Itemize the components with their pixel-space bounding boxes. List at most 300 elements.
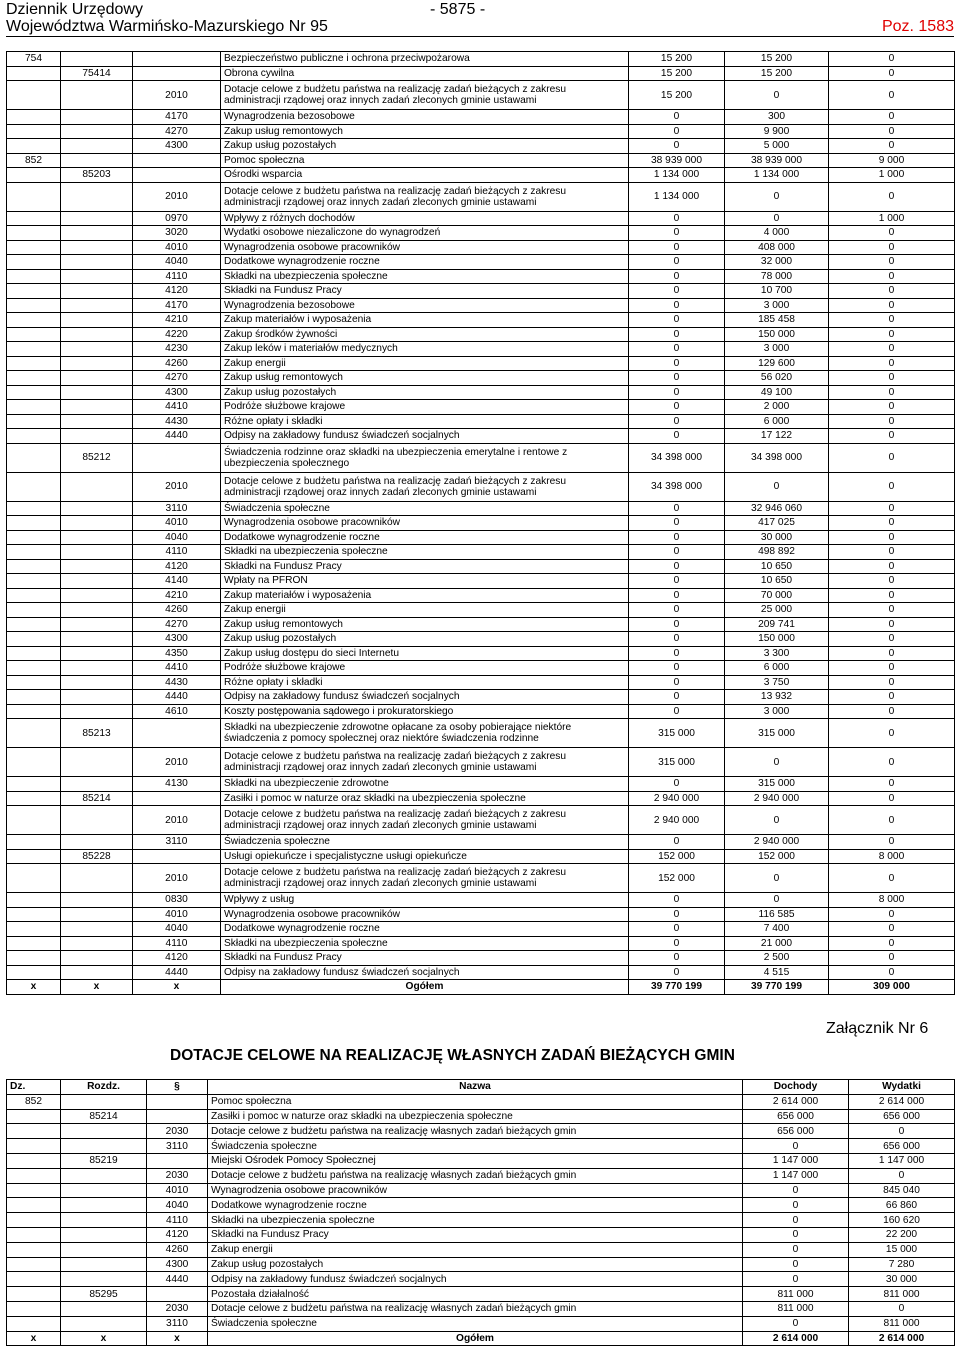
col-c-cell: 0 bbox=[829, 400, 955, 415]
table-row bbox=[7, 255, 955, 270]
paragraph-cell: 4350 bbox=[133, 646, 221, 661]
paragraph-cell bbox=[133, 66, 221, 81]
budget-table bbox=[6, 51, 955, 995]
table-row bbox=[7, 835, 955, 850]
col-a-cell: 0 bbox=[629, 313, 725, 328]
col-c-cell: 0 bbox=[829, 342, 955, 357]
table-row bbox=[7, 429, 955, 444]
col-b-cell: 185 458 bbox=[725, 313, 829, 328]
col-c-cell: 0 bbox=[829, 182, 955, 211]
col-a-cell: 39 770 199 bbox=[629, 980, 725, 995]
col-c-cell: 0 bbox=[829, 313, 955, 328]
name-cell: Składki na ubezpieczenie zdrowotne bbox=[221, 777, 629, 792]
col-a-cell: 0 bbox=[629, 429, 725, 444]
col-c-cell: 0 bbox=[829, 545, 955, 560]
expense-cell: 1 147 000 bbox=[849, 1153, 955, 1168]
column-header: Dochody bbox=[743, 1080, 849, 1095]
table-row bbox=[7, 545, 955, 560]
section-cell bbox=[7, 951, 61, 966]
table-row bbox=[7, 385, 955, 400]
paragraph-cell: 2010 bbox=[133, 182, 221, 211]
table-row bbox=[7, 110, 955, 125]
chapter-cell bbox=[61, 922, 133, 937]
table-row bbox=[7, 791, 955, 806]
col-c-cell: 0 bbox=[829, 52, 955, 67]
table-row bbox=[7, 472, 955, 501]
chapter-cell bbox=[61, 1139, 147, 1154]
name-cell: Składki na ubezpieczenia społeczne bbox=[208, 1213, 743, 1228]
col-b-cell: 10 650 bbox=[725, 559, 829, 574]
col-c-cell: 0 bbox=[829, 516, 955, 531]
col-a-cell: 0 bbox=[629, 356, 725, 371]
chapter-cell bbox=[61, 139, 133, 154]
col-b-cell: 25 000 bbox=[725, 603, 829, 618]
section-cell bbox=[7, 182, 61, 211]
col-c-cell: 0 bbox=[829, 559, 955, 574]
col-c-cell: 0 bbox=[829, 777, 955, 792]
section-cell bbox=[7, 574, 61, 589]
col-a-cell: 0 bbox=[629, 632, 725, 647]
col-c-cell: 0 bbox=[829, 704, 955, 719]
section-cell bbox=[7, 748, 61, 777]
chapter-cell bbox=[61, 385, 133, 400]
chapter-cell bbox=[61, 124, 133, 139]
col-c-cell: 0 bbox=[829, 501, 955, 516]
paragraph-cell: 2010 bbox=[133, 81, 221, 110]
section-cell bbox=[7, 226, 61, 241]
table-row bbox=[7, 52, 955, 67]
column-header: Wydatki bbox=[849, 1080, 955, 1095]
income-cell: 1 147 000 bbox=[743, 1153, 849, 1168]
table-row bbox=[7, 588, 955, 603]
section-cell bbox=[7, 893, 61, 908]
income-cell: 0 bbox=[743, 1242, 849, 1257]
col-b-cell: 3 000 bbox=[725, 298, 829, 313]
table-row bbox=[7, 182, 955, 211]
name-cell: Składki na Fundusz Pracy bbox=[221, 559, 629, 574]
name-cell: Dotacje celowe z budżetu państwa na realizację własnych zadań bieżących gmin bbox=[208, 1301, 743, 1316]
name-cell: Świadczenia społeczne bbox=[208, 1316, 743, 1331]
section-cell bbox=[7, 429, 61, 444]
chapter-cell bbox=[61, 530, 133, 545]
section-cell bbox=[7, 1153, 61, 1168]
col-b-cell: 6 000 bbox=[725, 661, 829, 676]
col-b-cell: 15 200 bbox=[725, 66, 829, 81]
expense-cell: 0 bbox=[849, 1124, 955, 1139]
chapter-cell bbox=[61, 429, 133, 444]
table-row bbox=[7, 66, 955, 81]
col-b-cell: 3 300 bbox=[725, 646, 829, 661]
paragraph-cell: 3110 bbox=[133, 501, 221, 516]
col-a-cell: 0 bbox=[629, 545, 725, 560]
col-c-cell: 0 bbox=[829, 298, 955, 313]
expense-cell: 160 620 bbox=[849, 1213, 955, 1228]
table-row bbox=[7, 443, 955, 472]
chapter-cell bbox=[61, 313, 133, 328]
col-c-cell: 0 bbox=[829, 965, 955, 980]
name-cell: Wydatki osobowe niezaliczone do wynagrodzeń bbox=[221, 226, 629, 241]
col-b-cell: 10 700 bbox=[725, 284, 829, 299]
section-cell bbox=[7, 661, 61, 676]
income-cell: 0 bbox=[743, 1316, 849, 1331]
page-number: - 5875 - bbox=[430, 1, 486, 18]
name-cell: Zakup środków żywności bbox=[221, 327, 629, 342]
col-b-cell: 498 892 bbox=[725, 545, 829, 560]
income-cell: 0 bbox=[743, 1139, 849, 1154]
table-row bbox=[7, 617, 955, 632]
chapter-cell: 85214 bbox=[61, 1109, 147, 1124]
expense-cell: 811 000 bbox=[849, 1287, 955, 1302]
col-b-cell: 2 940 000 bbox=[725, 835, 829, 850]
section-cell bbox=[7, 124, 61, 139]
col-a-cell: 1 134 000 bbox=[629, 168, 725, 183]
paragraph-cell: 4110 bbox=[133, 545, 221, 560]
table-row bbox=[7, 356, 955, 371]
table-row bbox=[7, 414, 955, 429]
paragraph-cell: 4010 bbox=[133, 516, 221, 531]
table-row bbox=[7, 661, 955, 676]
expense-cell: 15 000 bbox=[849, 1242, 955, 1257]
table-row bbox=[7, 211, 955, 226]
section-cell bbox=[7, 139, 61, 154]
name-cell: Wynagrodzenia osobowe pracowników bbox=[221, 516, 629, 531]
table-row bbox=[7, 893, 955, 908]
name-cell: Bezpieczeństwo publiczne i ochrona przeciwpożarowa bbox=[221, 52, 629, 67]
table-row bbox=[7, 1287, 955, 1302]
table-row bbox=[7, 936, 955, 951]
chapter-cell: 85214 bbox=[61, 791, 133, 806]
name-cell: Świadczenia społeczne bbox=[221, 501, 629, 516]
name-cell: Usługi opiekuńcze i specjalistyczne usługi opiekuńcze bbox=[221, 849, 629, 864]
income-cell: 811 000 bbox=[743, 1301, 849, 1316]
table-row bbox=[7, 168, 955, 183]
chapter-cell: 85213 bbox=[61, 719, 133, 748]
col-a-cell: 0 bbox=[629, 110, 725, 125]
name-cell: Pomoc społeczna bbox=[208, 1094, 743, 1109]
col-b-cell: 150 000 bbox=[725, 327, 829, 342]
col-a-cell: 0 bbox=[629, 661, 725, 676]
chapter-cell bbox=[61, 1272, 147, 1287]
col-a-cell: 0 bbox=[629, 704, 725, 719]
chapter-cell bbox=[61, 1227, 147, 1242]
chapter-cell: 85212 bbox=[61, 443, 133, 472]
section-cell bbox=[7, 516, 61, 531]
col-b-cell: 3 750 bbox=[725, 675, 829, 690]
chapter-cell bbox=[61, 806, 133, 835]
paragraph-cell: 4110 bbox=[147, 1213, 208, 1228]
section-cell bbox=[7, 414, 61, 429]
col-c-cell: 1 000 bbox=[829, 168, 955, 183]
col-c-cell: 0 bbox=[829, 327, 955, 342]
chapter-cell bbox=[61, 690, 133, 705]
col-c-cell: 0 bbox=[829, 936, 955, 951]
col-a-cell: 1 134 000 bbox=[629, 182, 725, 211]
col-b-cell: 129 600 bbox=[725, 356, 829, 371]
table-row bbox=[7, 1257, 955, 1272]
section-cell bbox=[7, 211, 61, 226]
col-c-cell: 0 bbox=[829, 806, 955, 835]
paragraph-cell: 4010 bbox=[133, 907, 221, 922]
paragraph-cell: 4170 bbox=[133, 110, 221, 125]
chapter-cell bbox=[61, 936, 133, 951]
col-b-cell: 70 000 bbox=[725, 588, 829, 603]
col-a-cell: 0 bbox=[629, 255, 725, 270]
col-a-cell: 0 bbox=[629, 124, 725, 139]
col-b-cell: 15 200 bbox=[725, 52, 829, 67]
chapter-cell bbox=[61, 52, 133, 67]
name-cell: Zakup energii bbox=[221, 603, 629, 618]
col-c-cell: 0 bbox=[829, 632, 955, 647]
chapter-cell bbox=[61, 559, 133, 574]
paragraph-cell: 4110 bbox=[133, 936, 221, 951]
col-b-cell: 300 bbox=[725, 110, 829, 125]
paragraph-cell: 4210 bbox=[133, 313, 221, 328]
table-row bbox=[7, 313, 955, 328]
income-cell: 0 bbox=[743, 1198, 849, 1213]
section-cell bbox=[7, 269, 61, 284]
name-cell: Zakup materiałów i wyposażenia bbox=[221, 313, 629, 328]
col-b-cell: 32 000 bbox=[725, 255, 829, 270]
chapter-cell bbox=[61, 298, 133, 313]
paragraph-cell: 4300 bbox=[133, 632, 221, 647]
column-header: § bbox=[147, 1080, 208, 1095]
name-cell: Świadczenia społeczne bbox=[208, 1139, 743, 1154]
col-c-cell: 0 bbox=[829, 748, 955, 777]
col-b-cell: 152 000 bbox=[725, 849, 829, 864]
expense-cell: 656 000 bbox=[849, 1109, 955, 1124]
chapter-cell bbox=[61, 864, 133, 893]
expense-cell: 2 614 000 bbox=[849, 1094, 955, 1109]
paragraph-cell: 4440 bbox=[147, 1272, 208, 1287]
paragraph-cell: 4270 bbox=[133, 617, 221, 632]
section-cell bbox=[7, 255, 61, 270]
col-a-cell: 0 bbox=[629, 559, 725, 574]
col-b-cell: 0 bbox=[725, 182, 829, 211]
chapter-cell bbox=[61, 777, 133, 792]
col-b-cell: 21 000 bbox=[725, 936, 829, 951]
expense-cell: 30 000 bbox=[849, 1272, 955, 1287]
chapter-cell bbox=[61, 240, 133, 255]
section-cell bbox=[7, 81, 61, 110]
name-cell: Składki na Fundusz Pracy bbox=[221, 284, 629, 299]
paragraph-cell: 4120 bbox=[147, 1227, 208, 1242]
expense-cell: 2 614 000 bbox=[849, 1331, 955, 1346]
section-cell bbox=[7, 1124, 61, 1139]
col-a-cell: 15 200 bbox=[629, 66, 725, 81]
name-cell: Zakup usług remontowych bbox=[221, 371, 629, 386]
paragraph-cell: 4170 bbox=[133, 298, 221, 313]
col-b-cell: 0 bbox=[725, 81, 829, 110]
chapter-cell: 75414 bbox=[61, 66, 133, 81]
name-cell: Wynagrodzenia osobowe pracowników bbox=[221, 907, 629, 922]
section-cell bbox=[7, 791, 61, 806]
paragraph-cell: 3110 bbox=[147, 1316, 208, 1331]
section-cell bbox=[7, 1287, 61, 1302]
col-c-cell: 0 bbox=[829, 588, 955, 603]
paragraph-cell: 4210 bbox=[133, 588, 221, 603]
col-c-cell: 0 bbox=[829, 240, 955, 255]
col-c-cell: 0 bbox=[829, 646, 955, 661]
table-header-row bbox=[7, 1080, 955, 1095]
name-cell: Dodatkowe wynagrodzenie roczne bbox=[221, 255, 629, 270]
table-row bbox=[7, 81, 955, 110]
name-cell: Wynagrodzenia bezosobowe bbox=[221, 110, 629, 125]
col-a-cell: 0 bbox=[629, 922, 725, 937]
col-a-cell: 0 bbox=[629, 646, 725, 661]
col-c-cell: 0 bbox=[829, 371, 955, 386]
col-a-cell: 0 bbox=[629, 385, 725, 400]
name-cell: Dotacje celowe z budżetu państwa na realizację zadań bieżących z zakresu administracji rządowej oraz innych zadań zleconych gminie ustawami bbox=[221, 806, 629, 835]
paragraph-cell: 4040 bbox=[133, 530, 221, 545]
table-row bbox=[7, 371, 955, 386]
section-cell bbox=[7, 719, 61, 748]
col-c-cell: 0 bbox=[829, 255, 955, 270]
page-header bbox=[6, 1, 954, 37]
table-row bbox=[7, 1331, 955, 1346]
paragraph-cell: 2010 bbox=[133, 472, 221, 501]
col-c-cell: 8 000 bbox=[829, 849, 955, 864]
grants-table-body bbox=[7, 1080, 955, 1346]
chapter-cell bbox=[61, 893, 133, 908]
section-cell bbox=[7, 400, 61, 415]
table-row bbox=[7, 1198, 955, 1213]
paragraph-cell: 4120 bbox=[133, 951, 221, 966]
table-row bbox=[7, 226, 955, 241]
income-cell: 2 614 000 bbox=[743, 1331, 849, 1346]
name-cell: Składki na Fundusz Pracy bbox=[208, 1227, 743, 1242]
name-cell: Obrona cywilna bbox=[221, 66, 629, 81]
section-cell bbox=[7, 298, 61, 313]
paragraph-cell bbox=[133, 52, 221, 67]
col-a-cell: 0 bbox=[629, 414, 725, 429]
section-cell bbox=[7, 965, 61, 980]
income-cell: 1 147 000 bbox=[743, 1168, 849, 1183]
table-row bbox=[7, 139, 955, 154]
section-cell bbox=[7, 356, 61, 371]
col-b-cell: 3 000 bbox=[725, 342, 829, 357]
section-cell bbox=[7, 907, 61, 922]
name-cell: Świadczenia społeczne bbox=[221, 835, 629, 850]
col-a-cell: 315 000 bbox=[629, 719, 725, 748]
col-b-cell: 2 500 bbox=[725, 951, 829, 966]
section-cell bbox=[7, 110, 61, 125]
col-c-cell: 0 bbox=[829, 284, 955, 299]
section-cell: x bbox=[7, 1331, 61, 1346]
section-cell bbox=[7, 313, 61, 328]
chapter-cell bbox=[61, 1257, 147, 1272]
name-cell: Pozostała działalność bbox=[208, 1287, 743, 1302]
table-row bbox=[7, 1124, 955, 1139]
chapter-cell bbox=[61, 603, 133, 618]
paragraph-cell: 4130 bbox=[133, 777, 221, 792]
chapter-cell bbox=[61, 661, 133, 676]
col-b-cell: 39 770 199 bbox=[725, 980, 829, 995]
paragraph-cell: 2010 bbox=[133, 748, 221, 777]
paragraph-cell: 3110 bbox=[133, 835, 221, 850]
expense-cell: 0 bbox=[849, 1168, 955, 1183]
col-a-cell: 0 bbox=[629, 327, 725, 342]
col-c-cell: 0 bbox=[829, 835, 955, 850]
section-cell bbox=[7, 690, 61, 705]
chapter-cell bbox=[61, 588, 133, 603]
expense-cell: 7 280 bbox=[849, 1257, 955, 1272]
col-b-cell: 38 939 000 bbox=[725, 153, 829, 168]
chapter-cell bbox=[61, 646, 133, 661]
col-c-cell: 0 bbox=[829, 922, 955, 937]
chapter-cell bbox=[61, 951, 133, 966]
paragraph-cell: 2030 bbox=[147, 1124, 208, 1139]
section-cell bbox=[7, 849, 61, 864]
section-cell bbox=[7, 1316, 61, 1331]
name-cell: Dotacje celowe z budżetu państwa na realizację własnych zadań bieżących gmin bbox=[208, 1168, 743, 1183]
name-cell: Dotacje celowe z budżetu państwa na realizację zadań bieżących z zakresu administracji rządowej oraz innych zadań zleconych gminie ustawami bbox=[221, 748, 629, 777]
table-row bbox=[7, 907, 955, 922]
col-b-cell: 7 400 bbox=[725, 922, 829, 937]
annex-title: DOTACJE CELOWE NA REALIZACJĘ WŁASNYCH ZADAŃ BIEŻĄCYCH GMIN bbox=[170, 1047, 735, 1064]
chapter-cell bbox=[61, 617, 133, 632]
name-cell: Dotacje celowe z budżetu państwa na realizację własnych zadań bieżących gmin bbox=[208, 1124, 743, 1139]
col-b-cell: 10 650 bbox=[725, 574, 829, 589]
name-cell: Zakup usług dostępu do sieci Internetu bbox=[221, 646, 629, 661]
col-b-cell: 417 025 bbox=[725, 516, 829, 531]
name-cell: Dodatkowe wynagrodzenie roczne bbox=[208, 1198, 743, 1213]
name-cell: Składki na ubezpieczenia społeczne bbox=[221, 269, 629, 284]
col-c-cell: 0 bbox=[829, 385, 955, 400]
paragraph-cell: 4230 bbox=[133, 342, 221, 357]
chapter-cell bbox=[61, 1316, 147, 1331]
table-row bbox=[7, 1183, 955, 1198]
chapter-cell bbox=[61, 516, 133, 531]
chapter-cell bbox=[61, 1124, 147, 1139]
col-c-cell: 0 bbox=[829, 617, 955, 632]
col-c-cell: 0 bbox=[829, 690, 955, 705]
table-row bbox=[7, 240, 955, 255]
chapter-cell bbox=[61, 342, 133, 357]
name-cell: Odpisy na zakładowy fundusz świadczeń socjalnych bbox=[221, 690, 629, 705]
income-cell: 0 bbox=[743, 1257, 849, 1272]
col-c-cell: 0 bbox=[829, 429, 955, 444]
chapter-cell bbox=[61, 574, 133, 589]
name-cell: Zakup usług pozostałych bbox=[208, 1257, 743, 1272]
table-row bbox=[7, 1109, 955, 1124]
col-b-cell: 34 398 000 bbox=[725, 443, 829, 472]
chapter-cell bbox=[61, 356, 133, 371]
paragraph-cell: 4300 bbox=[133, 139, 221, 154]
name-cell: Dodatkowe wynagrodzenie roczne bbox=[221, 530, 629, 545]
name-cell: Dotacje celowe z budżetu państwa na realizację zadań bieżących z zakresu administracji rządowej oraz innych zadań zleconych gminie ustawami bbox=[221, 182, 629, 211]
chapter-cell bbox=[61, 269, 133, 284]
paragraph-cell: 2030 bbox=[147, 1301, 208, 1316]
paragraph-cell: 4010 bbox=[147, 1183, 208, 1198]
col-c-cell: 0 bbox=[829, 226, 955, 241]
paragraph-cell bbox=[133, 168, 221, 183]
col-a-cell: 0 bbox=[629, 893, 725, 908]
chapter-cell bbox=[61, 704, 133, 719]
col-a-cell: 0 bbox=[629, 603, 725, 618]
paragraph-cell: 2010 bbox=[133, 864, 221, 893]
chapter-cell bbox=[61, 371, 133, 386]
col-a-cell: 2 940 000 bbox=[629, 806, 725, 835]
name-cell: Wpływy z usług bbox=[221, 893, 629, 908]
expense-cell: 0 bbox=[849, 1301, 955, 1316]
chapter-cell: x bbox=[61, 1331, 147, 1346]
expense-cell: 22 200 bbox=[849, 1227, 955, 1242]
col-a-cell: 2 940 000 bbox=[629, 791, 725, 806]
paragraph-cell: 4040 bbox=[147, 1198, 208, 1213]
name-cell: Pomoc społeczna bbox=[221, 153, 629, 168]
paragraph-cell: 4440 bbox=[133, 429, 221, 444]
col-a-cell: 0 bbox=[629, 907, 725, 922]
